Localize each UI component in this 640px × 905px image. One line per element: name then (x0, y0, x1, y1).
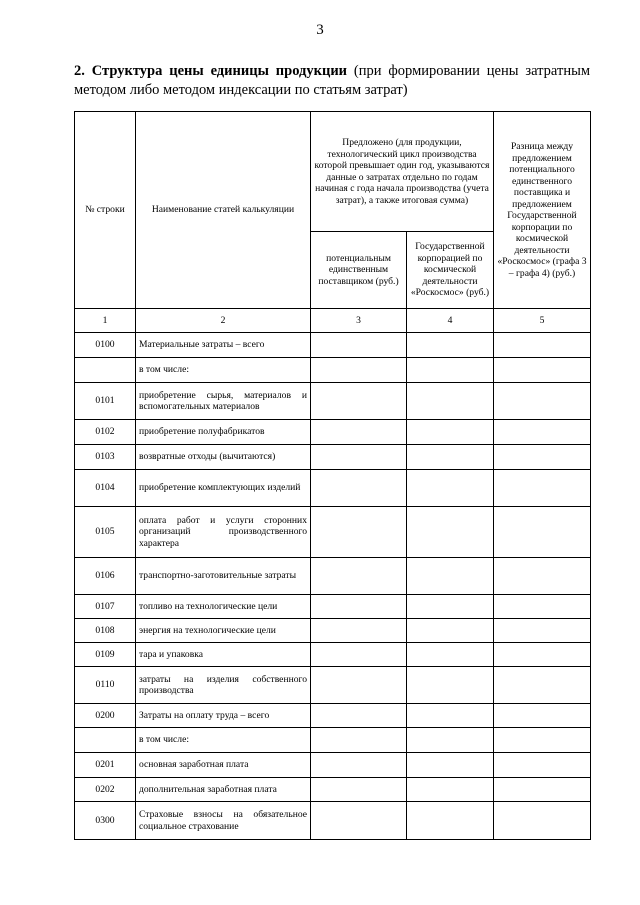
cell-supplier[interactable] (311, 358, 407, 383)
row-name: приобретение сырья, материалов и вспомогательных материалов (136, 383, 311, 420)
header-item-name: Наименование статей калькуляции (136, 112, 311, 309)
cell-roscosmos[interactable] (407, 619, 494, 643)
row-name: в том числе: (136, 358, 311, 383)
cell-difference[interactable] (494, 667, 591, 704)
cell-difference[interactable] (494, 778, 591, 802)
cell-supplier[interactable] (311, 445, 407, 470)
cell-difference[interactable] (494, 383, 591, 420)
column-number: 4 (407, 309, 494, 333)
cell-roscosmos[interactable] (407, 728, 494, 753)
row-code: 0104 (75, 470, 136, 507)
cell-roscosmos[interactable] (407, 420, 494, 445)
cell-supplier[interactable] (311, 704, 407, 728)
table-row (75, 358, 591, 383)
cell-roscosmos[interactable] (407, 778, 494, 802)
table-row (75, 778, 591, 802)
table-row (75, 643, 591, 667)
row-code: 0102 (75, 420, 136, 445)
table-row (75, 383, 591, 420)
row-code (75, 358, 136, 383)
cell-difference[interactable] (494, 704, 591, 728)
cell-supplier[interactable] (311, 558, 407, 595)
row-name: в том числе: (136, 728, 311, 753)
cell-difference[interactable] (494, 558, 591, 595)
table-row (75, 753, 591, 778)
row-name: Страховые взносы на обязательное социальное страхование (136, 802, 311, 840)
row-code: 0110 (75, 667, 136, 704)
row-code: 0100 (75, 333, 136, 358)
cost-structure-table (74, 111, 591, 840)
table-row (75, 802, 591, 840)
cell-supplier[interactable] (311, 420, 407, 445)
cell-roscosmos[interactable] (407, 802, 494, 840)
cell-roscosmos[interactable] (407, 507, 494, 558)
cell-supplier[interactable] (311, 802, 407, 840)
cell-roscosmos[interactable] (407, 753, 494, 778)
cell-difference[interactable] (494, 619, 591, 643)
cell-roscosmos[interactable] (407, 383, 494, 420)
cell-difference[interactable] (494, 445, 591, 470)
cell-supplier[interactable] (311, 595, 407, 619)
table-row (75, 470, 591, 507)
table-row (75, 667, 591, 704)
cell-roscosmos[interactable] (407, 358, 494, 383)
cell-roscosmos[interactable] (407, 445, 494, 470)
row-code: 0105 (75, 507, 136, 558)
column-numbers-row (75, 309, 591, 333)
row-code: 0201 (75, 753, 136, 778)
cell-roscosmos[interactable] (407, 595, 494, 619)
table-row (75, 420, 591, 445)
section-heading-title: 2. Структура цены единицы продукции (74, 63, 348, 79)
header-roscosmos: Государственной корпорацией по космической деятельности «Роскосмос» (руб.) (407, 232, 494, 309)
table-row (75, 333, 591, 358)
cell-difference[interactable] (494, 595, 591, 619)
header-difference: Разница между предложением потенциального единственного поставщика и предложением Государственной корпорации по космической деятельности «Роскосмос» (графа 3 – графа 4) (руб.) (494, 112, 591, 309)
column-number: 3 (311, 309, 407, 333)
table-row (75, 507, 591, 558)
row-name: возвратные отходы (вычитаются) (136, 445, 311, 470)
cell-supplier[interactable] (311, 643, 407, 667)
column-number: 5 (494, 309, 591, 333)
row-code: 0101 (75, 383, 136, 420)
cell-supplier[interactable] (311, 333, 407, 358)
row-name: дополнительная заработная плата (136, 778, 311, 802)
cell-roscosmos[interactable] (407, 558, 494, 595)
row-code: 0108 (75, 619, 136, 643)
cell-supplier[interactable] (311, 470, 407, 507)
table-row (75, 445, 591, 470)
row-code: 0202 (75, 778, 136, 802)
row-code: 0107 (75, 595, 136, 619)
cell-difference[interactable] (494, 420, 591, 445)
cell-supplier[interactable] (311, 728, 407, 753)
row-name: основная заработная плата (136, 753, 311, 778)
header-supplier: потенциальным единственным поставщиком (руб.) (311, 232, 407, 309)
row-name: приобретение полуфабрикатов (136, 420, 311, 445)
cell-roscosmos[interactable] (407, 667, 494, 704)
cell-difference[interactable] (494, 333, 591, 358)
cell-difference[interactable] (494, 728, 591, 753)
cell-supplier[interactable] (311, 667, 407, 704)
cell-supplier[interactable] (311, 383, 407, 420)
table-row (75, 704, 591, 728)
cell-difference[interactable] (494, 470, 591, 507)
cell-difference[interactable] (494, 643, 591, 667)
column-number: 1 (75, 309, 136, 333)
cell-supplier[interactable] (311, 778, 407, 802)
header-row-number: № строки (75, 112, 136, 309)
row-name: транспортно-заготовительные затраты (136, 558, 311, 595)
cell-difference[interactable] (494, 802, 591, 840)
page-number: 3 (316, 22, 324, 38)
cell-roscosmos[interactable] (407, 704, 494, 728)
cell-difference[interactable] (494, 358, 591, 383)
row-code (75, 728, 136, 753)
table-row (75, 595, 591, 619)
row-name: Материальные затраты – всего (136, 333, 311, 358)
cell-roscosmos[interactable] (407, 643, 494, 667)
cell-difference[interactable] (494, 753, 591, 778)
section-heading (74, 62, 590, 100)
row-name: Затраты на оплату труда – всего (136, 704, 311, 728)
row-code: 0103 (75, 445, 136, 470)
cell-difference[interactable] (494, 507, 591, 558)
row-code: 0300 (75, 802, 136, 840)
row-name: затраты на изделия собственного производства (136, 667, 311, 704)
section-heading-note: (при формировании цены затратным методом либо методом индексации по статьям затрат) (74, 63, 590, 98)
header-proposed: Предложено (для продукции, технологический цикл производства которой превышает один год, указываются данные о затратах отдельно по годам начиная с года начала производства (учета затрат), а также итоговая сумма) (311, 112, 494, 232)
row-code: 0106 (75, 558, 136, 595)
cell-roscosmos[interactable] (407, 470, 494, 507)
row-code: 0109 (75, 643, 136, 667)
cell-roscosmos[interactable] (407, 333, 494, 358)
row-name: топливо на технологические цели (136, 595, 311, 619)
row-name: приобретение комплектующих изделий (136, 470, 311, 507)
row-code: 0200 (75, 704, 136, 728)
row-name: оплата работ и услуги сторонних организаций производственного характера (136, 507, 311, 558)
table-row (75, 619, 591, 643)
cell-supplier[interactable] (311, 753, 407, 778)
cell-supplier[interactable] (311, 507, 407, 558)
cell-supplier[interactable] (311, 619, 407, 643)
column-number: 2 (136, 309, 311, 333)
table-row (75, 728, 591, 753)
row-name: тара и упаковка (136, 643, 311, 667)
table-row (75, 558, 591, 595)
row-name: энергия на технологические цели (136, 619, 311, 643)
